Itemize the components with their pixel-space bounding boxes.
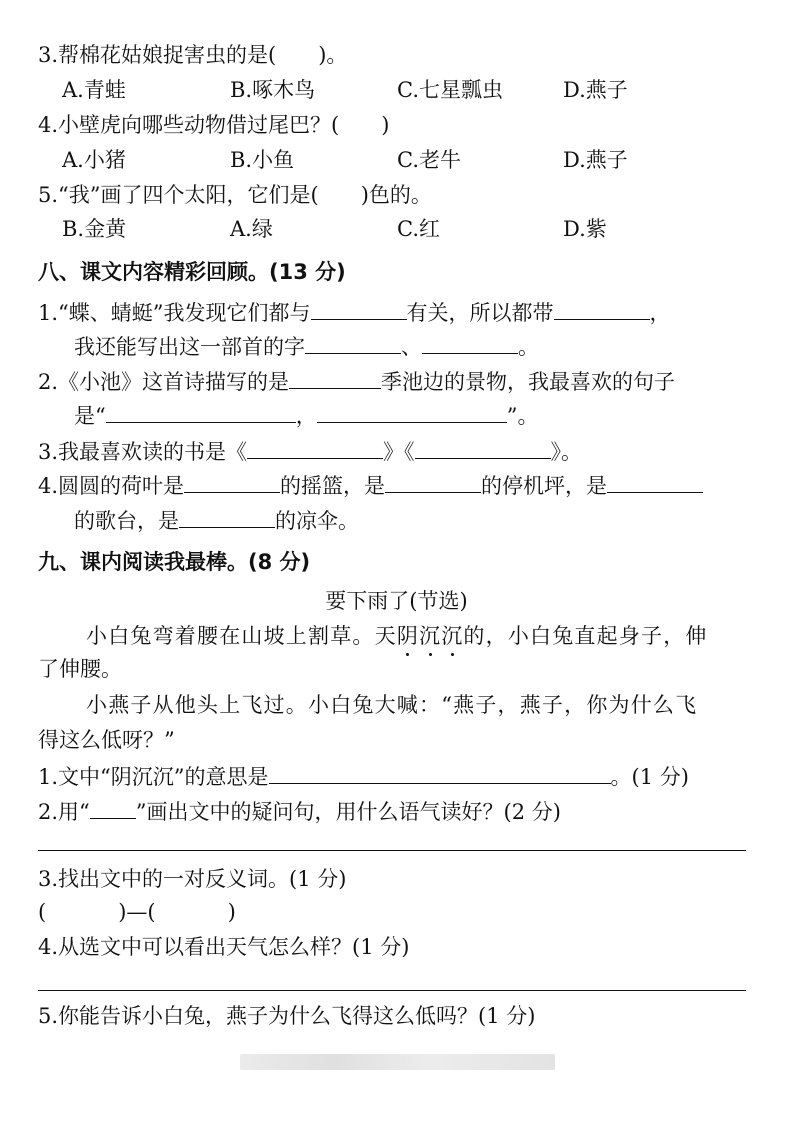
q5-option-a[interactable]: A.绿 xyxy=(230,217,273,241)
answer-blank[interactable] xyxy=(184,470,280,493)
section-9-heading: 九、课内阅读我最棒。(8 分) xyxy=(38,550,311,574)
passage-paragraph-1-line-2: 了伸腰。 xyxy=(38,657,122,681)
answer-blank[interactable] xyxy=(311,297,407,320)
s8-question-4-line-1: 4.圆圆的荷叶是 的摇篮，是 的停机坪，是 xyxy=(38,470,703,499)
watermark xyxy=(240,1054,555,1070)
q3-option-a[interactable]: A.青蛙 xyxy=(62,78,126,102)
underline-sample xyxy=(90,796,136,819)
answer-blank[interactable] xyxy=(317,400,507,423)
answer-blank[interactable] xyxy=(247,436,383,459)
s8-question-2-line-1: 2.《小池》这首诗描写的是 季池边的景物，我最喜欢的句子 xyxy=(38,366,675,395)
q5-option-d[interactable]: D.紫 xyxy=(563,217,607,241)
question-3-stem: 3.帮棉花姑娘捉害虫的是( )。 xyxy=(38,43,348,67)
answer-blank[interactable] xyxy=(607,470,703,493)
s9-question-1: 1.文中“阴沉沉”的意思是 。(1 分) xyxy=(38,761,689,790)
answer-blank[interactable] xyxy=(385,470,481,493)
antonym-answer-row: ( )—( ) xyxy=(38,900,236,924)
answer-blank[interactable] xyxy=(289,366,381,389)
q4-option-c[interactable]: C.老牛 xyxy=(397,148,461,172)
answer-blank[interactable] xyxy=(179,505,275,528)
emphasis-char: 沉 xyxy=(441,624,464,648)
q3-option-c[interactable]: C.七星瓢虫 xyxy=(397,78,503,102)
passage-paragraph-1-line-1: 小白兔弯着腰在山坡上割草。天阴沉沉的，小白兔直起身子，伸 xyxy=(86,624,708,648)
passage-paragraph-2-line-2: 得这么低呀？” xyxy=(38,728,175,752)
answer-line[interactable] xyxy=(38,850,746,851)
section-8-heading: 八、课文内容精彩回顾。(13 分) xyxy=(38,260,346,284)
s9-question-5: 5.你能告诉小白兔，燕子为什么飞得这么低吗？(1 分) xyxy=(38,1004,536,1028)
q4-option-d[interactable]: D.燕子 xyxy=(563,148,628,172)
q5-option-b[interactable]: B.金黄 xyxy=(62,217,127,241)
s8-question-3: 3.我最喜欢读的书是《 》《 》。 xyxy=(38,436,582,465)
answer-line[interactable] xyxy=(38,990,746,991)
answer-blank[interactable] xyxy=(269,761,611,784)
answer-blank[interactable] xyxy=(422,331,518,354)
emphasis-char: 阴 xyxy=(396,624,420,648)
s9-question-3: 3.找出文中的一对反义词。(1 分) xyxy=(38,867,347,891)
answer-blank[interactable] xyxy=(415,436,551,459)
s8-question-1-line-2: 我还能写出这一部首的字 、 。 xyxy=(74,331,539,360)
q3-option-b[interactable]: B.啄木鸟 xyxy=(230,78,316,102)
passage-paragraph-2-line-1: 小燕子从他头上飞过。小白兔大喊：“燕子，燕子，你为什么飞 xyxy=(86,693,698,717)
question-4-stem: 4.小壁虎向哪些动物借过尾巴？( ) xyxy=(38,113,390,137)
s8-question-4-line-2: 的歌台，是 的凉伞。 xyxy=(74,505,359,534)
s8-question-2-line-2: 是“ ， ”。 xyxy=(74,400,539,429)
q5-option-c[interactable]: C.红 xyxy=(397,217,440,241)
q4-option-b[interactable]: B.小鱼 xyxy=(230,148,295,172)
emphasis-char: 沉 xyxy=(419,624,442,648)
answer-blank[interactable] xyxy=(106,400,296,423)
passage-title: 要下雨了(节选) xyxy=(325,589,468,613)
answer-blank[interactable] xyxy=(305,331,401,354)
q3-option-d[interactable]: D.燕子 xyxy=(563,78,628,102)
q4-option-a[interactable]: A.小猪 xyxy=(62,148,126,172)
s9-question-2: 2.用“ ”画出文中的疑问句，用什么语气读好？(2 分) xyxy=(38,796,561,825)
question-5-stem: 5.“我”画了四个太阳，它们是( )色的。 xyxy=(38,183,432,207)
s9-question-4: 4.从选文中可以看出天气怎么样？(1 分) xyxy=(38,935,410,959)
s8-question-1-line-1: 1.“蝶、蜻蜓”我发现它们都与 有关，所以都带 ， xyxy=(38,297,671,326)
answer-blank[interactable] xyxy=(554,297,650,320)
